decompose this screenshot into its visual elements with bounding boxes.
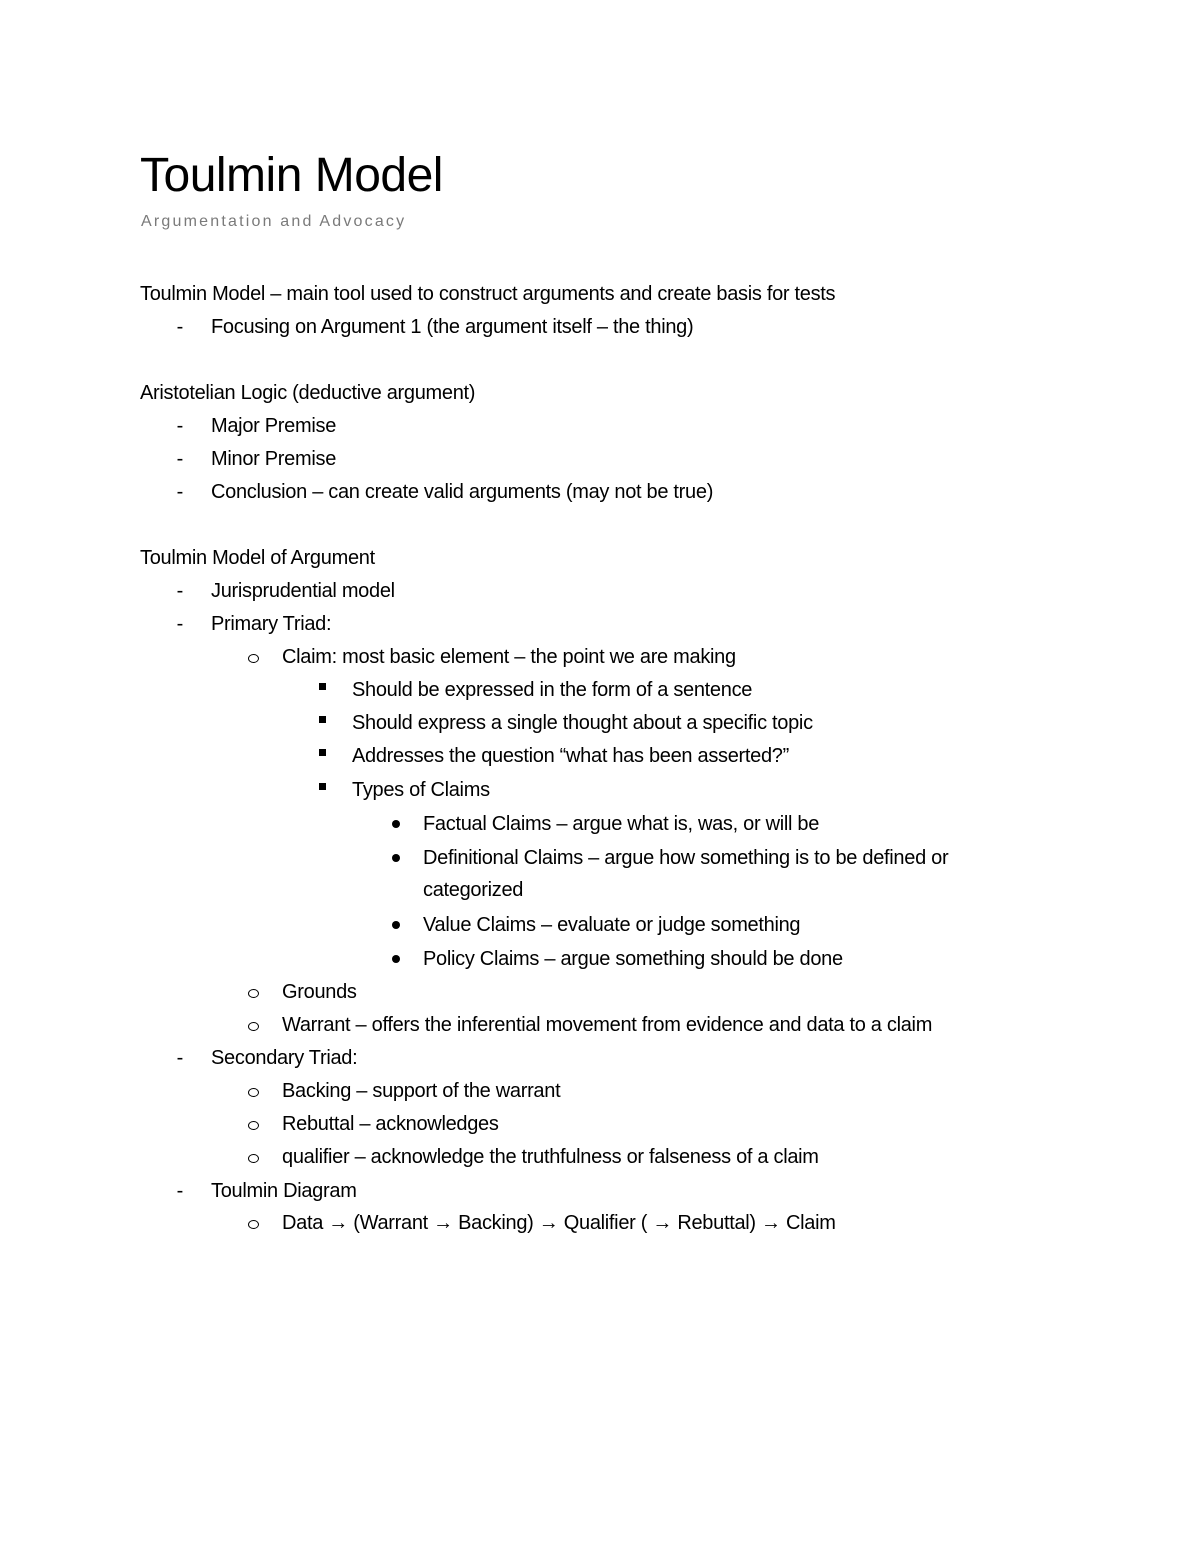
round-bullet [392,955,400,963]
round-bullet [392,820,400,828]
round-bullet [392,854,400,862]
circle-bullet [248,1154,259,1163]
circle-bullet [248,1022,259,1031]
list-item: Minor Premise [211,448,337,470]
heading-toulmin-tool: Toulmin Model – main tool used to construct arguments and create basis for tests [140,283,836,305]
square-bullet [319,783,326,790]
document-subtitle: Argumentation and Advocacy [141,213,407,230]
dash-bullet: - [176,580,184,602]
list-item: Factual Claims – argue what is, was, or will be [423,813,820,835]
list-item: Definitional Claims – argue how something is to be defined or [423,847,949,869]
list-item: Claim: most basic element – the point we are making [282,646,736,668]
document-title: Toulmin Model [140,149,443,202]
dash-bullet: - [176,481,184,503]
dash-bullet: - [176,415,184,437]
dash-bullet: - [176,448,184,470]
square-bullet [319,683,326,690]
list-item: Backing – support of the warrant [282,1080,561,1102]
list-item: Major Premise [211,415,337,437]
list-item: Value Claims – evaluate or judge something [423,914,801,936]
list-item: qualifier – acknowledge the truthfulness or falseness of a claim [282,1146,819,1168]
dash-bullet: - [176,316,184,338]
list-item: Primary Triad: [211,613,332,635]
heading-aristotelian-logic: Aristotelian Logic (deductive argument) [140,382,476,404]
circle-bullet [248,1088,259,1097]
list-item: Addresses the question “what has been asserted?” [352,745,789,767]
dash-bullet: - [176,1180,184,1202]
list-item-continuation: categorized [423,879,524,901]
list-item: Types of Claims [352,779,490,801]
dash-bullet: - [176,1047,184,1069]
list-item: Rebuttal – acknowledges [282,1113,499,1135]
list-item: Jurisprudential model [211,580,395,602]
round-bullet [392,921,400,929]
list-item: Data → (Warrant → Backing) → Qualifier ( → Rebuttal) → Claim [282,1212,836,1234]
list-item: Should be expressed in the form of a sentence [352,679,753,701]
square-bullet [319,716,326,723]
list-item: Grounds [282,981,357,1003]
list-item: Focusing on Argument 1 (the argument itself – the thing) [211,316,694,338]
heading-toulmin-argument: Toulmin Model of Argument [140,547,375,569]
list-item: Toulmin Diagram [211,1180,357,1202]
list-item: Should express a single thought about a specific topic [352,712,813,734]
circle-bullet [248,1220,259,1229]
square-bullet [319,749,326,756]
circle-bullet [248,654,259,663]
list-item: Warrant – offers the inferential movement from evidence and data to a claim [282,1014,933,1036]
circle-bullet [248,989,259,998]
circle-bullet [248,1121,259,1130]
list-item: Conclusion – can create valid arguments (may not be true) [211,481,714,503]
dash-bullet: - [176,613,184,635]
list-item: Secondary Triad: [211,1047,358,1069]
list-item: Policy Claims – argue something should be done [423,948,843,970]
